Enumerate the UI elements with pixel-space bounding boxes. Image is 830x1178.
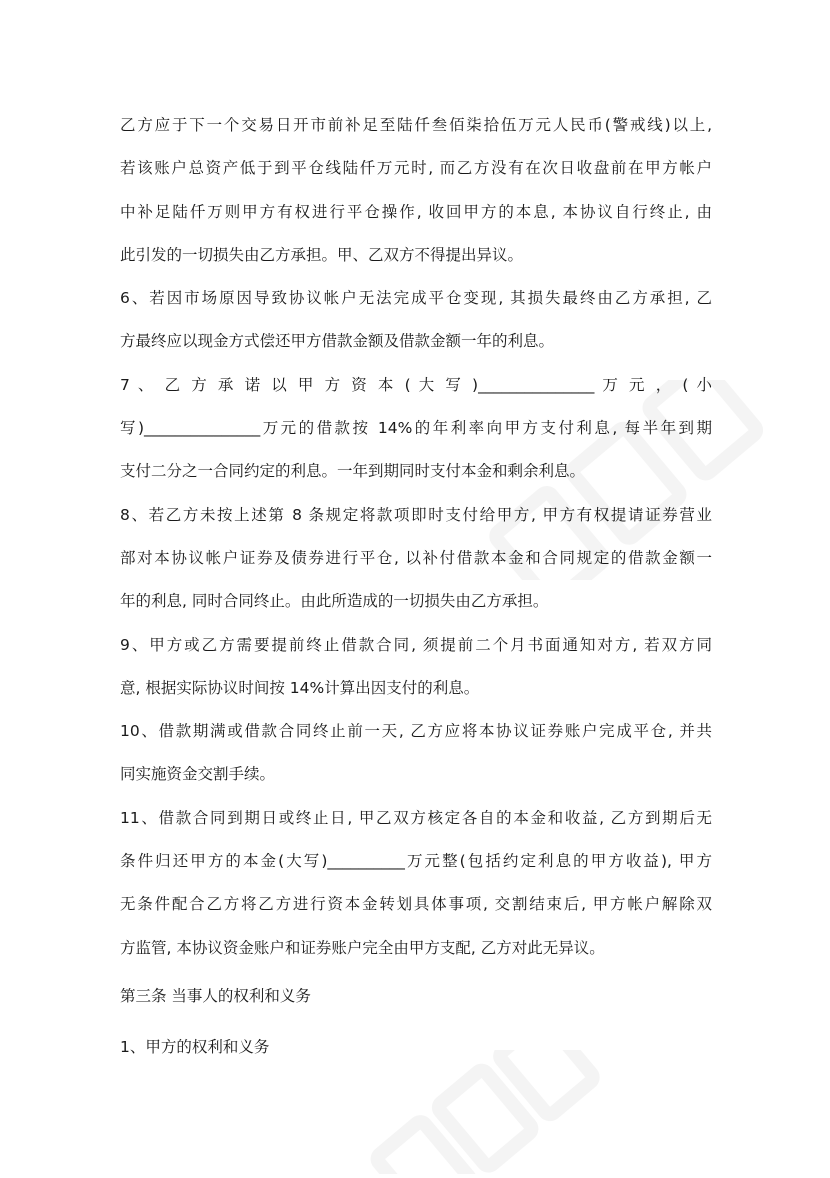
subsection-heading: 1、甲方的权利和义务 [120, 1038, 270, 1057]
text-line: 条件归还甲方的本金(大写)__________万元整(包括约定利息的甲方收益), 甲方 [120, 852, 712, 871]
text-line: 8、若乙方未按上述第 8 条规定将款项即时支付给甲方, 甲方有权提请证券营业 [120, 505, 712, 524]
text-line: 11、借款合同到期日或终止日, 甲乙双方核定各自的本金和收益, 乙方到期后无 [120, 808, 712, 827]
text-line: 10、借款期满或借款合同终止前一天, 乙方应将本协议证券账户完成平仓, 并共 [120, 722, 712, 741]
text-line: 支付二分之一合同约定的利息。一年到期同时支付本金和剩余利息。 [120, 462, 586, 481]
text-line: 无条件配合乙方将乙方进行资本金转划具体事项, 交割结束后, 甲方帐户解除双 [120, 895, 712, 914]
text-line: 9、甲方或乙方需要提前终止借款合同, 须提前二个月书面通知对方, 若双方同 [120, 635, 712, 654]
text-line: 乙方应于下一个交易日开市前补足至陆仟叁佰柒拾伍万元人民币(警戒线)以上, [120, 116, 712, 134]
text-line: 此引发的一切损失由乙方承担。甲、乙双方不得提出异议。 [120, 245, 524, 264]
text-line: 方监管, 本协议资金账户和证券账户完全由甲方支配, 乙方对此无异议。 [120, 938, 605, 957]
text-line: 6、若因市场原因导致协议帐户无法完成平仓变现, 其损失最终由乙方承担, 乙 [120, 289, 712, 308]
text-line: 同实施资金交割手续。 [120, 765, 276, 784]
text-line: 写)_______________万元的借款按 14%的年利率向甲方支付利息, 每半年到期 [120, 419, 712, 438]
text-line: 意, 根据实际协议时间按 14%计算出因支付的利息。 [120, 678, 480, 697]
text-line: 若该账户总资产低于到平仓线陆仟万元时, 而乙方没有在次日收盘前在甲方帐户 [120, 159, 712, 178]
text-line: 部对本协议帐户证券及债券进行平仓, 以补付借款本金和合同规定的借款金额一 [120, 548, 712, 567]
text-line: 7 、 乙 方 承 诺 以 甲 方 资 本 ( 大 写 )_______________ 万 元 ， ( 小 [120, 375, 712, 394]
text-line: 中补足陆仟万则甲方有权进行平仓操作, 收回甲方的本息, 本协议自行终止, 由 [120, 202, 712, 221]
document-body [120, 104, 712, 1070]
text-line: 方最终应以现金方式偿还甲方借款金额及借款金额一年的利息。 [120, 332, 555, 351]
text-line: 年的利息, 同时合同终止。由此所造成的一切损失由乙方承担。 [120, 592, 549, 611]
section-heading: 第三条 当事人的权利和义务 [120, 986, 311, 1005]
